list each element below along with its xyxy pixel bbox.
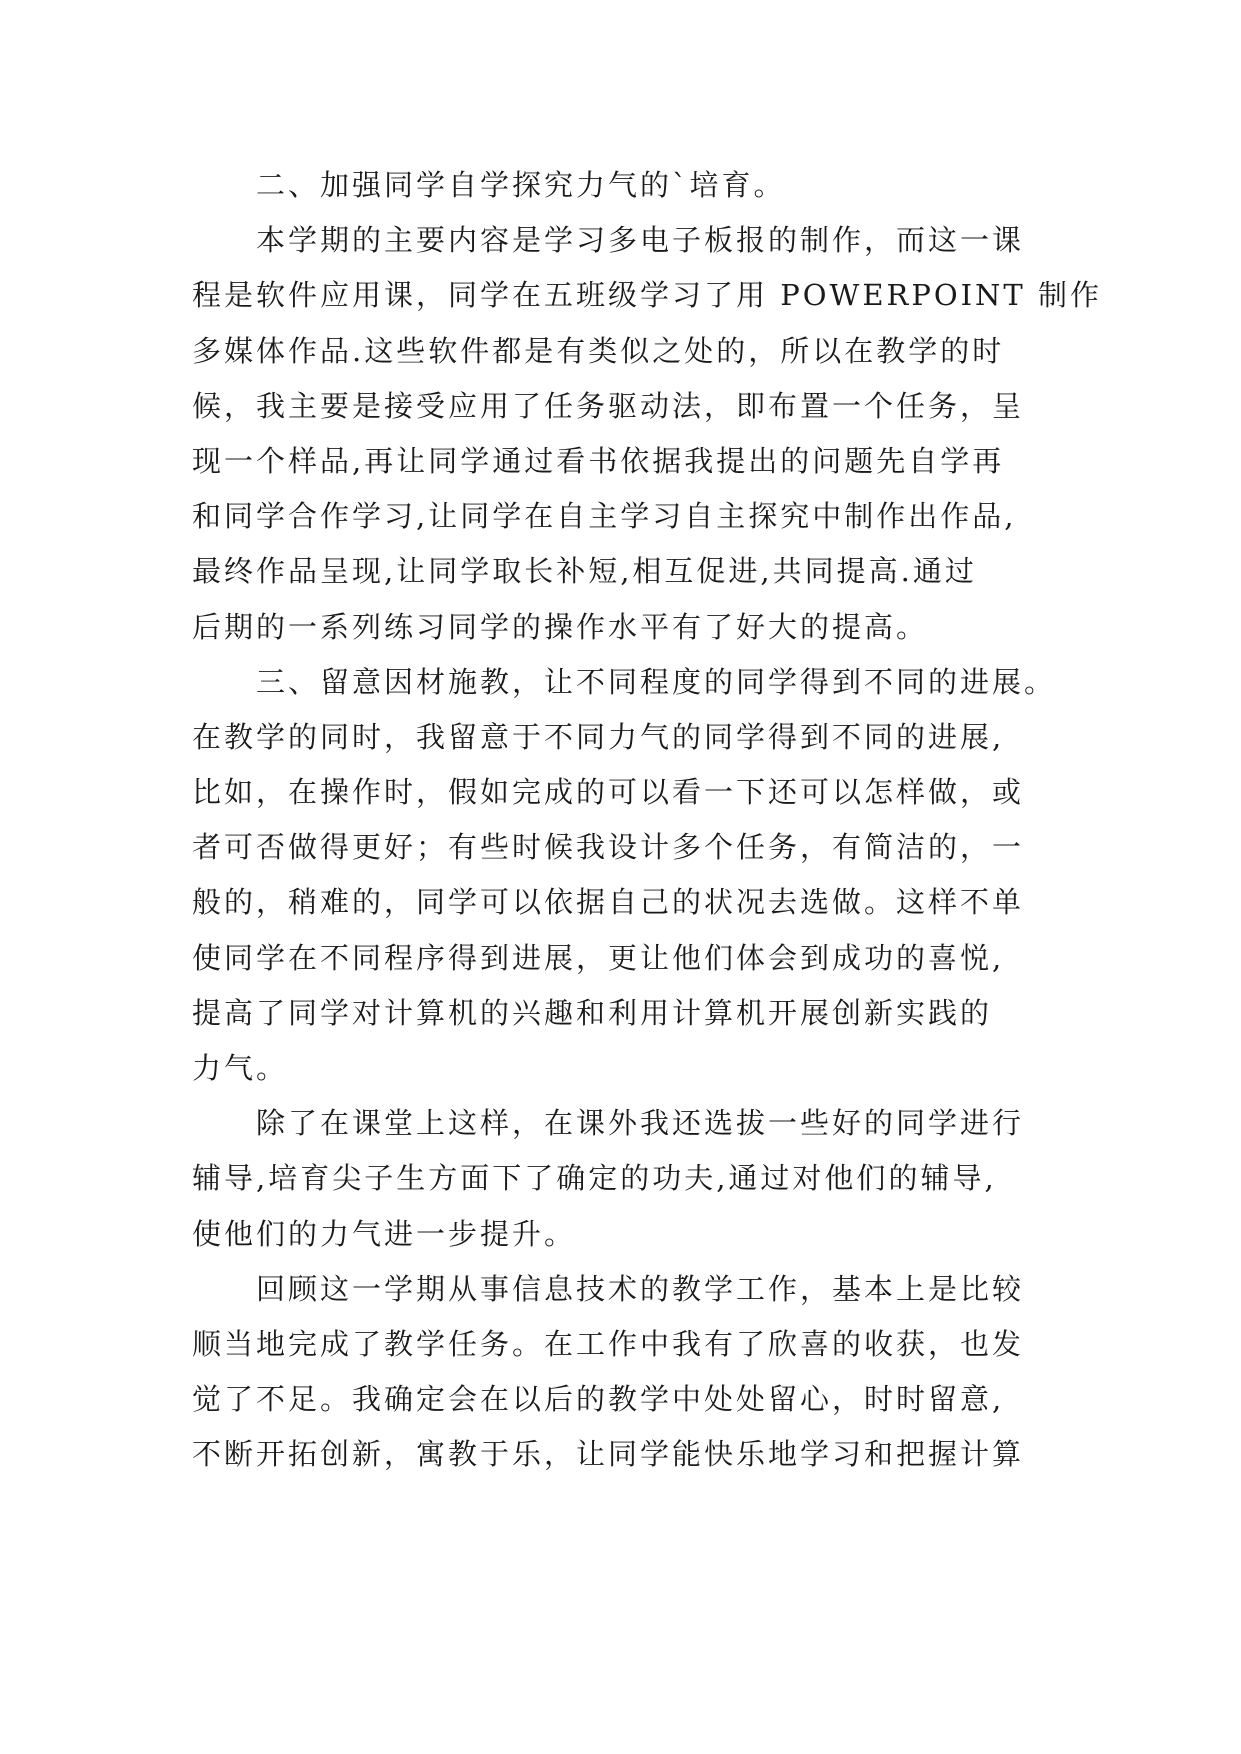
paragraph-1 <box>192 158 1054 213</box>
document-body <box>192 158 1102 1483</box>
text-line: 二、加强同学自学探究力气的`培育。 <box>256 168 786 202</box>
text-line: 现一个样品,再让同学通过看书依据我提出的问题先自学再 <box>192 443 1005 478</box>
text-line: 使他们的力气进一步提升。 <box>192 1216 577 1251</box>
text-line: 比如，在操作时，假如完成的可以看一下还可以怎样做，或 <box>192 775 1025 810</box>
text-line: 顺当地完成了教学任务。在工作中我有了欣喜的收获，也发 <box>192 1326 1025 1361</box>
text-line: 提高了同学对计算机的兴趣和利用计算机开展创新实践的 <box>192 995 993 1030</box>
text-line: 者可否做得更好；有些时候我设计多个任务，有简洁的，一 <box>192 830 1025 865</box>
text-line: 使同学在不同程序得到进展，更让他们体会到成功的喜悦, <box>192 940 1005 975</box>
text-line: 本学期的主要内容是学习多电子板报的制作，而这一课 <box>256 223 1025 258</box>
paragraph-2 <box>192 213 1102 655</box>
text-line: 在教学的同时，我留意于不同力气的同学得到不同的进展, <box>192 719 1005 754</box>
text-line: 回顾这一学期从事信息技术的教学工作，基本上是比较 <box>256 1271 1025 1306</box>
text-line: 多媒体作品.这些软件都是有类似之处的，所以在教学的时 <box>192 333 1005 368</box>
text-line: 不断开拓创新，寓教于乐，让同学能快乐地学习和把握计算 <box>192 1437 1025 1472</box>
text-line: 和同学合作学习,让同学在自主学习自主探究中制作出作品, <box>192 499 1017 534</box>
paragraph-3 <box>192 655 1057 1097</box>
text-line: 最终作品呈现,让同学取长补短,相互促进,共同提高.通过 <box>192 554 977 589</box>
text-line: 力气。 <box>192 1051 289 1085</box>
text-line: 后期的一系列练习同学的操作水平有了好大的提高。 <box>192 609 929 644</box>
text-line: 候，我主要是接受应用了任务驱动法，即布置一个任务，呈 <box>192 388 1025 423</box>
text-line: 辅导,培育尖子生方面下了确定的功夫,通过对他们的辅导, <box>192 1161 997 1196</box>
paragraph-5 <box>192 1262 1054 1483</box>
text-line: 程是软件应用课，同学在五班级学习了用 POWERPOINT 制作 <box>192 278 1102 313</box>
text-line: 除了在课堂上这样，在课外我还选拔一些好的同学进行 <box>256 1106 1025 1141</box>
paragraph-4 <box>192 1096 1054 1262</box>
text-line: 三、留意因材施教，让不同程度的同学得到不同的进展。 <box>256 664 1057 699</box>
text-line: 觉了不足。我确定会在以后的教学中处处留心，时时留意, <box>192 1382 1005 1417</box>
text-line: 般的，稍难的，同学可以依据自己的状况去选做。这样不单 <box>192 885 1025 920</box>
